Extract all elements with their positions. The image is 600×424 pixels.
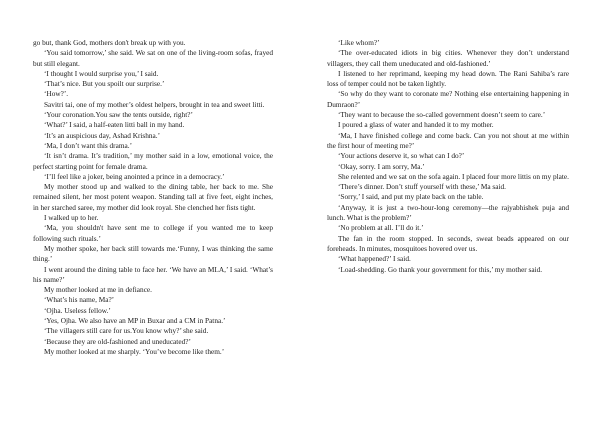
paragraph: My mother looked at me sharply. ‘You’ve become like them.’ bbox=[44, 346, 225, 356]
paragraph: ‘No problem at all. I’ll do it.’ bbox=[338, 223, 424, 233]
paragraph: ‘It’s an auspicious day, Ashad Krishna.’ bbox=[44, 130, 161, 140]
paragraph: ‘There’s dinner. Don’t stuff yourself with these,’ Ma said. bbox=[338, 182, 506, 192]
paragraph: ‘The villagers still care for us.You know why?’ she said. bbox=[44, 326, 209, 336]
paragraph: ‘Yes, Ojha. We also have an MP in Buxar and a CM in Patna.’ bbox=[44, 316, 226, 326]
paragraph: go but, thank God, mothers don't break up with you. bbox=[33, 38, 186, 47]
paragraph: I listened to her reprimand, keeping my head down. The Rani Sahiba’s rare loss of temper could not be taken lightly. bbox=[327, 68, 569, 89]
paragraph: ‘Ma, you shouldn't have sent me to college if you wanted me to keep following such rituals.’ bbox=[33, 223, 273, 243]
paragraph: ‘Ojha. Useless fellow.’ bbox=[44, 305, 111, 315]
paragraph: I poured a glass of water and handed it to my mother. bbox=[338, 120, 494, 130]
paragraph: I went around the dining table to face her. ‘We have an MLA,’ I said. ‘What’s his name?’ bbox=[33, 264, 273, 284]
paragraph: ‘How?’. bbox=[44, 89, 69, 99]
paragraph: ‘It isn’t drama. It’s tradition,’ my mother said in a low, emotional voice, the perfect starting point for female drama. bbox=[33, 151, 273, 171]
paragraph: ‘Your coronation.You saw the tents outside, right?’ bbox=[44, 110, 193, 120]
paragraph: ‘They want to because the so-called government doesn’t seem to care.’ bbox=[338, 110, 546, 120]
right-page-text bbox=[327, 38, 569, 275]
paragraph: ‘Like whom?’ bbox=[338, 38, 380, 47]
paragraph: ‘What?’ I said, a half-eaten litti ball in my hand. bbox=[44, 120, 185, 130]
paragraph: ‘Ma, I don’t want this drama.’ bbox=[44, 140, 133, 150]
paragraph: The fan in the room stopped. In seconds, sweat beads appeared on our foreheads. In minutes, mosquitoes hovered over us. bbox=[327, 233, 569, 253]
paragraph: ‘Okay, sorry. I am sorry, Ma.’ bbox=[338, 161, 425, 171]
paragraph: ‘I’ll feel like a joker, being anointed a prince in a democracy.’ bbox=[44, 171, 225, 181]
paragraph: ‘You said tomorrow,’ she said. We sat on one of the living-room sofas, frayed but still elegant. bbox=[33, 48, 273, 68]
paragraph: ‘What happened?’ I said. bbox=[338, 254, 411, 264]
paragraph: My mother spoke, her back still towards me.‘Funny, I was thinking the same thing.’ bbox=[33, 243, 273, 264]
paragraph: ‘Load-shedding. Go thank your government for this,’ my mother said. bbox=[338, 264, 543, 274]
paragraph: She relented and we sat on the sofa again. I placed four more littis on my plate. bbox=[338, 171, 569, 181]
paragraph: ‘What’s his name, Ma?’ bbox=[44, 295, 115, 305]
paragraph: ‘That’s nice. But you spoilt our surprise.’ bbox=[44, 79, 165, 89]
paragraph: ‘The over-educated idiots in big cities. Whenever they don’t understand villagers, they call them uneducated and old-fashioned.’ bbox=[327, 48, 569, 68]
paragraph: ‘Because they are old-fashioned and uneducated?’ bbox=[44, 336, 191, 346]
paragraph: Savitri tai, one of my mother’s oldest helpers, brought in tea and sweet litti. bbox=[44, 99, 265, 109]
paragraph: ‘Ma, I have finished college and come back. Can you not shout at me within the first hour of meeting me?’ bbox=[327, 130, 569, 150]
paragraph: My mother looked at me in defiance. bbox=[44, 285, 152, 295]
paragraph: ‘Your actions deserve it, so what can I do?’ bbox=[338, 151, 465, 161]
paragraph: ‘I thought I would surprise you,’ I said. bbox=[44, 68, 159, 78]
paragraph: I walked up to her. bbox=[44, 213, 99, 223]
paragraph: ‘Sorry,’ I said, and put my plate back on the table. bbox=[338, 192, 484, 202]
paragraph: ‘Anyway, it is just a two-hour-long ceremony—the rajyabhishek puja and lunch. What is the problem?’ bbox=[327, 202, 569, 223]
paragraph: My mother stood up and walked to the dining table, her back to me. She remained silent, her most potent weapon. Standing tall at five feet, eight inches, in her starched saree, my mother did look royal. She clenched her fists tight. bbox=[33, 182, 273, 212]
paragraph: ‘So why do they want to coronate me? Nothing else entertaining happening in Dumraon?’ bbox=[327, 89, 569, 109]
left-page-text bbox=[33, 38, 273, 357]
